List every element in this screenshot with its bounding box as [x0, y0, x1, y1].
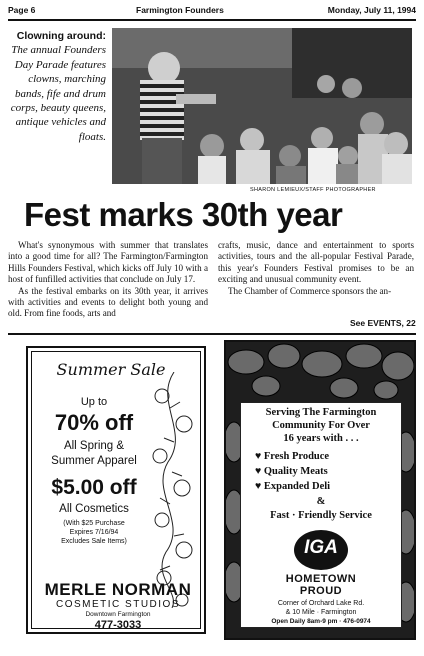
discount-line-1: All Spring & — [63, 440, 125, 452]
article-rule — [8, 333, 416, 335]
ad-text-panel — [240, 402, 402, 628]
iga-logo — [293, 529, 349, 571]
photo-caption — [8, 29, 106, 144]
fine-print-3: Excludes Sale Items) — [61, 538, 127, 545]
logo-subtitle-2: PROUD — [299, 585, 343, 597]
paragraph: As the festival embarks on its 30th year, it arrives with activities and events to delight both young and old. From fine foods, arts and — [8, 285, 208, 319]
logo-subtitle-1: HOMETOWN — [285, 573, 357, 585]
ampersand: & — [316, 496, 326, 507]
fine-print-1: (With $25 Purchase — [63, 520, 125, 527]
caption-text: The annual Founders Day Parade features clowns, marching bands, fife and drum corps, beauty queens, antique vehicles and floats. — [10, 44, 106, 143]
photo-image — [112, 28, 412, 184]
article-column-2 — [218, 240, 414, 297]
fine-print-2: Expires 7/16/94 — [69, 529, 119, 536]
heart-icon: ♥ — [255, 466, 262, 477]
ad-headline-1: Serving The Farmington — [265, 407, 377, 418]
jump-line: See EVENTS, 22 — [350, 318, 416, 328]
paragraph: crafts, music, dance and entertainment to sports activities, tours and the all-popular Festival Parade, this year's Founders Festival promises to be an exciting and unusual community event. — [218, 240, 414, 285]
brand-subtitle: COSMETIC STUDIOS — [55, 599, 180, 610]
ad-headline-3: 16 years with . . . — [283, 433, 359, 444]
paragraph: The Chamber of Commerce sponsors the an- — [228, 285, 392, 296]
store-phone: 477-3033 — [94, 619, 142, 631]
ad-title: Summer Sale — [56, 360, 166, 379]
list-item — [255, 481, 330, 492]
discount-percent: 70% off — [54, 410, 134, 435]
service-line: Fast · Friendly Service — [270, 510, 372, 521]
store-hours: Open Daily 8am-9 pm · 476-0974 — [271, 618, 371, 625]
parade-photo — [112, 28, 412, 184]
page-number: Page 6 — [8, 5, 36, 15]
article-headline: Fest marks 30th year — [24, 196, 343, 233]
photo-credit: SHARON LEMIEUX/STAFF PHOTOGRAPHER — [250, 187, 376, 193]
address-line-2: & 10 Mile · Farmington — [285, 609, 357, 616]
paper-name: Farmington Founders — [136, 5, 224, 15]
ad-frame — [31, 351, 201, 629]
header-rule — [8, 19, 416, 21]
item-label: Quality Meats — [263, 466, 328, 477]
discount-line-2: Summer Apparel — [51, 455, 137, 467]
brand-logo: MERLE NORMAN — [44, 580, 192, 599]
cosmetics-label: All Cosmetics — [59, 503, 129, 515]
caption-lead: Clowning around: — [16, 30, 106, 42]
page-header — [8, 5, 416, 17]
issue-date: Monday, July 11, 1994 — [327, 5, 416, 15]
address-line-1: Corner of Orchard Lake Rd. — [277, 600, 365, 607]
item-label: Expanded Deli — [263, 481, 331, 492]
article-column-1 — [8, 240, 208, 320]
cosmetics-price: $5.00 off — [51, 476, 137, 499]
list-item — [255, 466, 328, 477]
heart-icon: ♥ — [255, 481, 262, 492]
up-to-label: Up to — [80, 396, 108, 408]
ad-headline-2: Community For Over — [272, 420, 370, 431]
heart-icon: ♥ — [255, 451, 262, 462]
paragraph: What's synonymous with summer that translates into a good time for all? The Farmington/Farmington Hills Founders Festival, which kicks off July 10 with a host of funfilled activities that conclude on July 17. — [8, 240, 208, 285]
item-label: Fresh Produce — [263, 451, 330, 462]
list-item — [255, 451, 329, 462]
iga-ad — [224, 340, 416, 640]
merle-norman-ad — [26, 346, 206, 634]
iga-logo-text: IGA — [304, 537, 338, 558]
store-location: Downtown Farmington — [85, 611, 151, 618]
